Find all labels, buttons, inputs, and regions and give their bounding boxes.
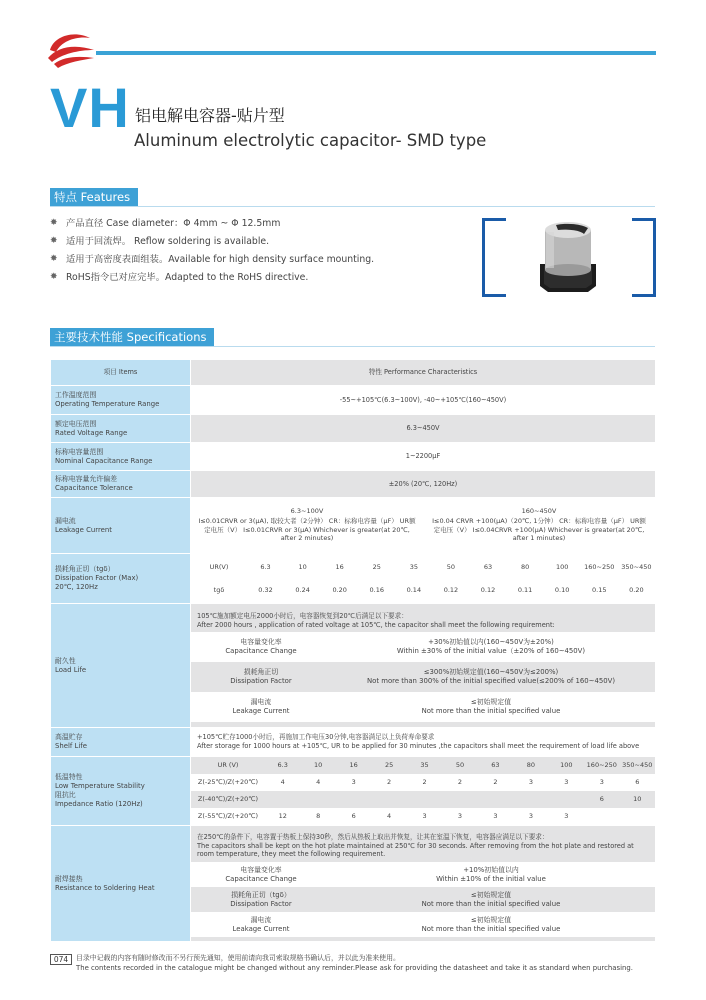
item-load-life: 耐久性 Load Life (51, 604, 191, 728)
product-image-frame (482, 218, 656, 298)
features-rule (50, 206, 655, 207)
table-row (51, 443, 656, 471)
soldering-heat-value (191, 826, 656, 942)
feature-item: ✸ 产品直径 Case diameter：Φ 4mm ~ Φ 12.5mm (50, 218, 281, 229)
df-voltage-row: UR(V) 6.3 10 16 25 35 50 63 80 100 160~250 350~450 (209, 562, 652, 571)
table-header-row (51, 360, 656, 386)
leakage-high-text: I≤0.04 CRVR +100(μA)（20℃, 1分钟） CR：标称电容量（μF） UR额定电压（V） I≤0.04CRVR +100(μA) Whichever is greater(at 20℃, after 1 minutes) (432, 517, 646, 542)
lt-row: Z(-25℃)/Z(+20℃) 4 4 3 2 2 2 2 3 3 3 6 (191, 774, 655, 791)
leakage-value (191, 498, 656, 554)
company-logo-icon (44, 28, 96, 68)
solder-intro-cn: 在250℃的条件下，电容置于热板上保持30秒，然后从热板上取出并恢复，让其在室温下恢复，电容器应满足以下要求： (197, 832, 549, 841)
feature-item: ✸ 适用于回流焊。 Reflow soldering is available. (50, 236, 270, 247)
solder-row: 损耗角正切（tgδ） Dissipation Factor ≤初始规定值 Not more than the initial specified value (191, 887, 655, 912)
smd-capacitor-image (536, 220, 600, 292)
leakage-range-high: 160~450V (521, 506, 557, 515)
bullet-icon: ✸ (50, 254, 58, 264)
leakage-low-text: I≤0.01CRVR or 3(μA), 取较大者（2分钟） CR：标称电容量（μF） UR额定电压（V） I≤0.01CRVR or 3(μA) Whichever is greater(at 20℃, after 2 minutes) (198, 517, 416, 542)
shelf-life-value: +105℃贮存1000小时后，再施加工作电压30分钟,电容器满足以上负荷寿命要求 After storage for 1000 hours at +105℃, UR to be applied for 30 minutes ,the capacitors shall meet the requirement of load life above (191, 728, 656, 757)
spec-table (50, 359, 656, 942)
item-tolerance: 标称电容量允许偏差 Capacitance Tolerance (51, 471, 191, 498)
specs-rule (50, 346, 655, 347)
lt-voltage-row: UR (V) 6.3 10 16 25 35 50 63 80 100 160~250 350~450 (217, 761, 653, 770)
item-temp: 工作温度范围 Operating Temperature Range (51, 386, 191, 415)
feature-item: ✸ 适用于高密度表面组装。Available for high density surface mounting. (50, 254, 375, 265)
header-items: 项目 Items (51, 360, 191, 386)
table-row (51, 386, 656, 415)
table-row (51, 757, 656, 826)
item-capacitance: 标称电容量范围 Nominal Capacitance Range (51, 443, 191, 471)
load-intro-cn: 105℃施加额定电压2000小时后，电容器恢复到20℃后满足以下要求： (197, 611, 408, 620)
feature-item: ✸ RoHS指令已对应完毕。Adapted to the RoHS directive. (50, 272, 309, 283)
table-row (51, 415, 656, 443)
leakage-range-low: 6.3~100V (290, 506, 324, 515)
voltage-value: 6.3~450V (191, 415, 656, 443)
features-list (50, 217, 470, 289)
table-row (51, 826, 656, 942)
load-life-value (191, 604, 656, 728)
bullet-icon: ✸ (50, 218, 58, 228)
table-row (51, 728, 656, 757)
frame-bracket-left (482, 218, 506, 297)
table-row (51, 604, 656, 728)
item-low-temp: 低温特性 Low Temperature Stability 阻抗比 Impedance Ratio (120Hz) (51, 757, 191, 826)
item-df: 损耗角正切（tgδ） Dissipation Factor (Max) 20℃, 120Hz (51, 554, 191, 604)
series-name: VH (50, 76, 130, 139)
item-shelf-life: 高温贮存 Shelf Life (51, 728, 191, 757)
item-leakage: 漏电流 Leakage Current (51, 498, 191, 554)
load-row: 漏电流 Leakage Current ≤初始规定值 Not more than the initial specified value (191, 692, 655, 722)
tolerance-value: ±20% (20℃, 120Hz) (191, 471, 656, 498)
page-number: 074 (50, 954, 72, 965)
item-soldering-heat: 耐焊接热 Resistance to Soldering Heat (51, 826, 191, 942)
lt-row: Z(-40℃)/Z(+20℃) 6 10 (197, 795, 642, 804)
title-english: Aluminum electrolytic capacitor- SMD type (134, 131, 487, 150)
frame-bracket-right (632, 218, 656, 297)
footer-note: 目录中记载的内容有随时修改而不另行预先通知，使用前请向我司索取规格书确认后，并以此为准来使用。 The contents recorded in the catalogue might be changed without any reminder.Please ask for providing the datasheet and take it as standard when purchasing. (76, 954, 633, 972)
df-value (191, 554, 656, 604)
title-chinese: 铝电解电容器-贴片型 (135, 106, 285, 125)
header-rule (96, 51, 656, 55)
header-performance: 特性 Performance Characteristics (191, 360, 656, 386)
temp-value: -55~+105℃(6.3~100V), -40~+105℃(160~450V) (191, 386, 656, 415)
table-row (51, 498, 656, 554)
specs-heading: 主要技术性能 Specifications (50, 328, 214, 346)
features-heading: 特点 Features (50, 188, 138, 206)
capacitance-value: 1~2200μF (191, 443, 656, 471)
table-row (51, 554, 656, 604)
bullet-icon: ✸ (50, 272, 58, 282)
load-row: 电容量变化率 Capacitance Change +30%初始值以内(160~450V为±20%) Within ±30% of the initial value（±20% of 160~450V) (191, 632, 655, 662)
low-temp-value (191, 757, 656, 826)
table-row (51, 471, 656, 498)
lt-row: Z(-55℃)/Z(+20℃) 12 8 6 4 3 3 3 3 3 (191, 808, 655, 825)
df-tg-row: tgδ 0.32 0.24 0.20 0.16 0.14 0.12 0.12 0.11 0.10 0.15 0.20 (213, 585, 644, 594)
solder-row: 电容量变化率 Capacitance Change +10%初始值以内 Within ±10% of the initial value (191, 862, 655, 887)
solder-intro-en: The capacitors shall be kept on the hot plate maintained at 250℃ for 30 seconds. After removing from the hot plate and restored at room temperature, they meet the following requirement. (197, 841, 634, 859)
solder-row: 漏电流 Leakage Current ≤初始规定值 Not more than the initial specified value (191, 912, 655, 937)
bullet-icon: ✸ (50, 236, 58, 246)
item-voltage: 额定电压范围 Rated Voltage Range (51, 415, 191, 443)
load-intro-en: After 2000 hours , application of rated voltage at 105℃, the capacitor shall meet the following requirement: (197, 620, 555, 629)
load-row: 损耗角正切 Dissipation Factor ≤300%初始规定值(160~450V为≤200%) Not more than 300% of the initial specified value(≤200% of 160~450V) (191, 662, 655, 692)
